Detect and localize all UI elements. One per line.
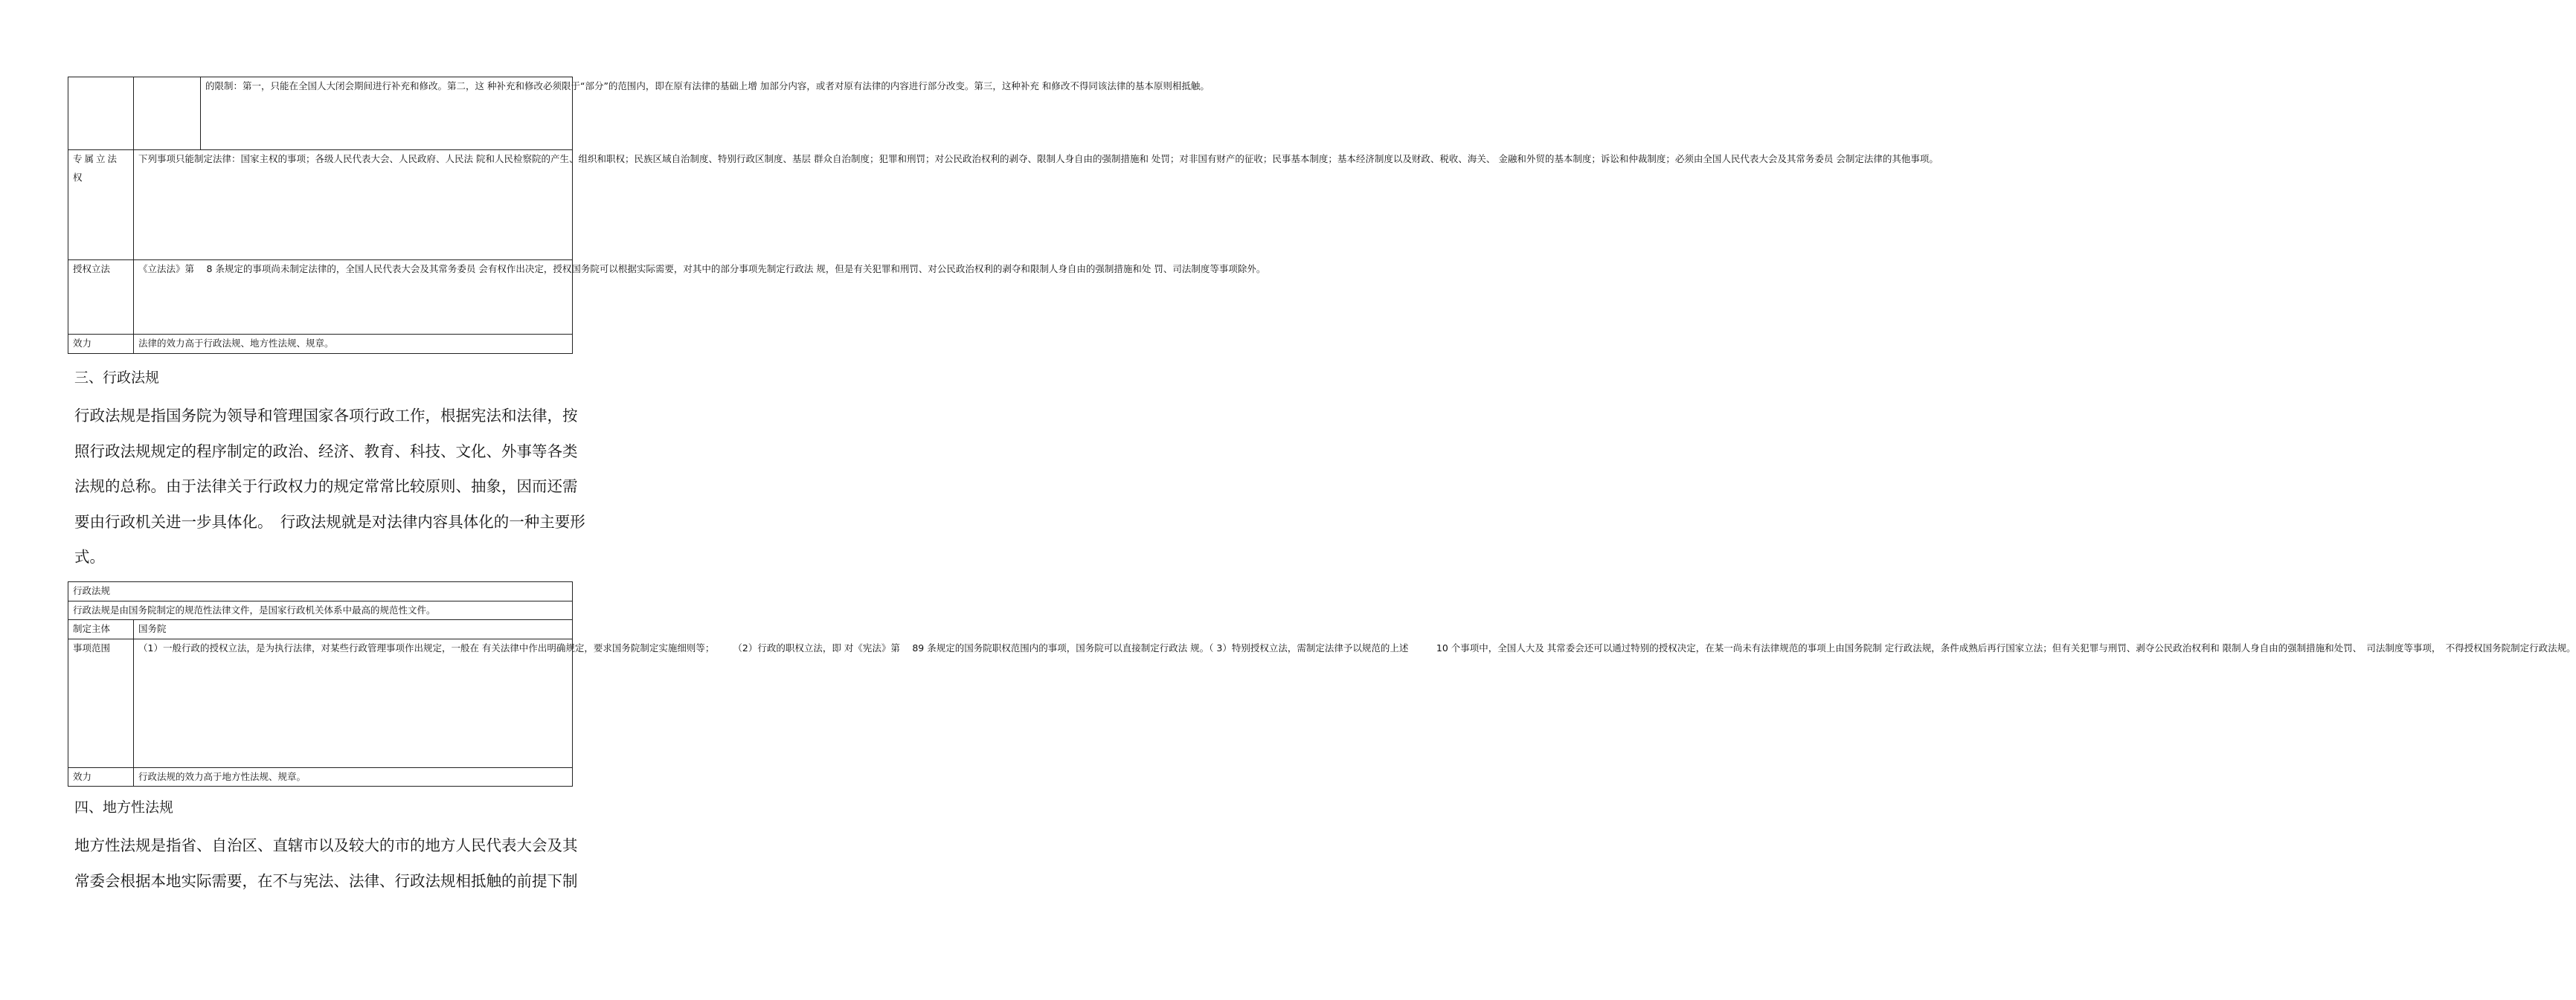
row-content: 《立法法》第 8 条规定的事项尚未制定法律的，全国人民代表大会及其常务委员 会有权作出决定，授权国务院可以根据实际需要，对其中的部分事项先制定行政法 规，但是有关犯罪和刑罚、对公民政治权利的剥夺和限制人身自由的强制措施和处 罚、司法制度等事项除外。 xyxy=(134,260,573,335)
table-definition-row xyxy=(68,601,573,620)
row-label: 专属立法 权 xyxy=(68,150,134,260)
row-content: 下列事项只能制定法律：国家主权的事项；各级人民代表大会、人民政府、人民法 院和人民检察院的产生、组织和职权；民族区域自治制度、特别行政区制度、基层 群众自治制度；犯罪和刑罚；对公民政治权利的剥夺、限制人身自由的强制措施和 处罚；对非国有财产的征收；民事基本制度；基本经济制度以及财政、税收、海关、 金融和外贸的基本制度；诉讼和仲裁制度；必须由全国人民代表大会及其常务委员 会制定法律的其他事项。 xyxy=(134,150,573,260)
section-heading: 三、行政法规 xyxy=(74,370,160,386)
section-paragraph: 地方性法规是指省、自治区、直辖市以及较大的市的地方人民代表大会及其 常委会根据本地实际需要，在不与宪法、法律、行政法规相抵触的前提下制 xyxy=(74,836,578,890)
row-content: 的限制：第一，只能在全国人大闭会期间进行补充和修改。第二，这 种补充和修改必须限于“部分”的范围内，即在原有法律的基础上增 加部分内容，或者对原有法律的内容进行部分改变。第三，这种补充 和修改不得同该法律的基本原则相抵触。 xyxy=(201,77,573,150)
row-label xyxy=(68,77,134,150)
row-content: 国务院 xyxy=(134,620,573,639)
table-row xyxy=(68,639,573,767)
table-row xyxy=(68,767,573,787)
row-sub-label xyxy=(134,77,201,150)
row-label: 制定主体 xyxy=(68,620,134,639)
row-content: （1）一般行政的授权立法，是为执行法律，对某些行政管理事项作出规定，一般在 有关法律中作出明确规定，要求国务院制定实施细则等； （2）行政的职权立法，即 对《宪法》第 89 条规定的国务院职权范围内的事项，国务院可以直接制定行政法 规。（ 3）特别授权立法，需制定法律予以规范的上述 10 个事项中，全国人大及 其常委会还可以通过特别的授权决定，在某一尚未有法律规范的事项上由国务院制 定行政法规，条件成熟后再行国家立法；但有关犯罪与刑罚、剥夺公民政治权利和 限制人身自由的强制措施和处罚、 司法制度等事项， 不得授权国务院制定行政法规。 xyxy=(134,639,573,767)
section-paragraph: 行政法规是指国务院为领导和管理国家各项行政工作，根据宪法和法律，按 照行政法规规定的程序制定的政治、经济、教育、科技、文化、外事等各类 法规的总称。由于法律关于行政权力的规定常常比较原则、抽象，因而还需 要由行政机关进一步具体化。 行政法规就是对法律内容具体化的一种主要形 式。 xyxy=(74,407,585,566)
table-definition: 行政法规是由国务院制定的规范性法律文件，是国家行政机关体系中最高的规范性文件。 xyxy=(68,601,573,620)
row-label: 事项范围 xyxy=(68,639,134,767)
row-content: 行政法规的效力高于地方性法规、规章。 xyxy=(134,767,573,787)
regulation-table xyxy=(68,581,2576,787)
table-row xyxy=(68,260,573,335)
row-content: 法律的效力高于行政法规、地方性法规、规章。 xyxy=(134,335,573,354)
law-table xyxy=(68,77,1939,354)
row-label: 效力 xyxy=(68,767,134,787)
table-row xyxy=(68,335,573,354)
section-heading: 四、地方性法规 xyxy=(74,799,174,816)
table-row xyxy=(68,150,573,260)
table-row xyxy=(68,620,573,639)
table-title: 行政法规 xyxy=(68,582,573,601)
row-label: 授权立法 xyxy=(68,260,134,335)
table-title-row xyxy=(68,582,573,601)
row-label: 效力 xyxy=(68,335,134,354)
table-row xyxy=(68,77,573,150)
